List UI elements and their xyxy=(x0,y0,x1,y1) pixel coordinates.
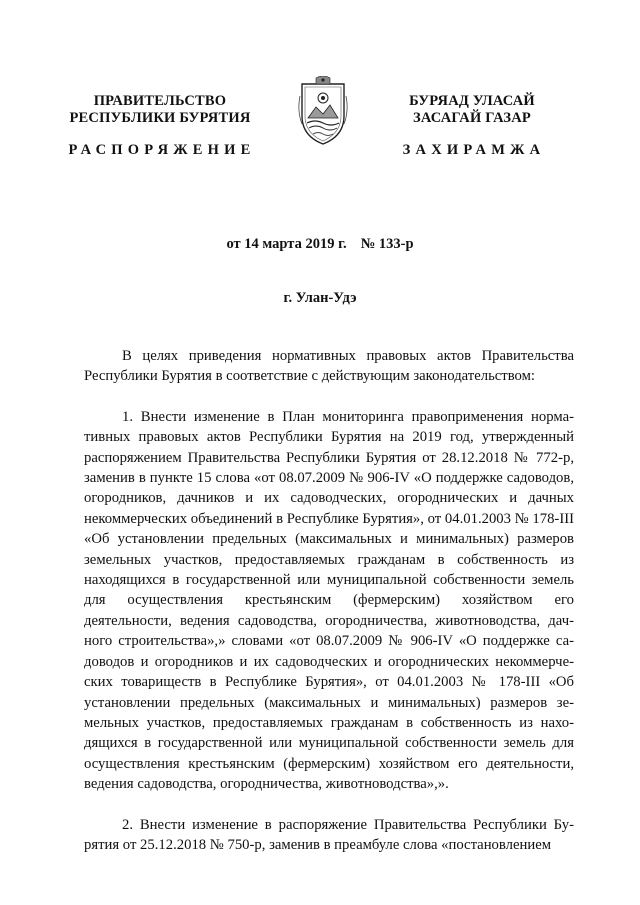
document-body xyxy=(84,346,574,875)
header-org-name-ru xyxy=(60,93,260,127)
document-city: г. Улан-Удэ xyxy=(283,290,357,306)
doc-kind-ru: РАСПОРЯЖЕНИЕ xyxy=(68,142,256,158)
paragraph-item-1: 1. Внести изменение в План мониторинга правоприменения нормативных правовых актов Республики Бурятия на 2019 год, утвержденный распоряжением Правительства Республики Бурятия от 28.12.2018 № 772-р, заменив в пункте 15 слова «от 08.07.2009 № 906-IV «О поддержке садоводов, огородников, дачников и их садоводческих, огороднических и дачных некоммерческих объединений в Республике Бурятия», от 04.01.2003 № 178-III «Об установлении предельных (максимальных и минимальных) размеров земельных участков, предоставляемых гражданам в собственность из находящихся в государственной или муниципальной собственности земель для осуществления крестьянским (фермерским) хозяйством его деятельности, ведения садоводства, огородничества, животноводства, дачного строительства»,» словами «от 08.07.2009 № 906-IV «О поддержке садоводов и огородников и их садоводческих и огороднических некоммерческих товариществ в Республике Бурятия», от 04.01.2003 № 178-III «Об установлении предельных (максимальных и минимальных) размеров земельных участков, предоставляемых гражданам в собственность из находящихся в государственной или муниципальной собственности земель для осуществления крестьянским (фермерским) хозяйством его деятельности, ведения садоводства, огородничества, животноводства»,». xyxy=(84,408,574,793)
paragraph-preamble: В целях приведения нормативных правовых актов Правительства Республики Бурятия в соответствие с действующим законодательством: xyxy=(84,348,574,385)
paragraph-item-2: 2. Внести изменение в распоряжение Правительства Республики Бурятия от 25.12.2018 № 750-р, заменив в преамбуле слова «постановлением xyxy=(84,816,574,853)
document-number: № 133-р xyxy=(360,236,414,252)
document-date: от 14 марта 2019 г. xyxy=(226,236,347,252)
header-right-line1: БУРЯАД УЛАСАЙ xyxy=(409,93,535,109)
doc-kind-bua: ЗАХИРАМЖА xyxy=(402,142,546,158)
header-right-line2: ЗАСАГАЙ ГАЗАР xyxy=(413,110,531,126)
header-org-name-bua xyxy=(372,93,572,127)
header-left-line2: РЕСПУБЛИКИ БУРЯТИЯ xyxy=(69,110,251,126)
coat-of-arms-icon xyxy=(296,76,350,146)
header-left-line1: ПРАВИТЕЛЬСТВО xyxy=(93,93,227,109)
document-date-number xyxy=(0,236,640,253)
